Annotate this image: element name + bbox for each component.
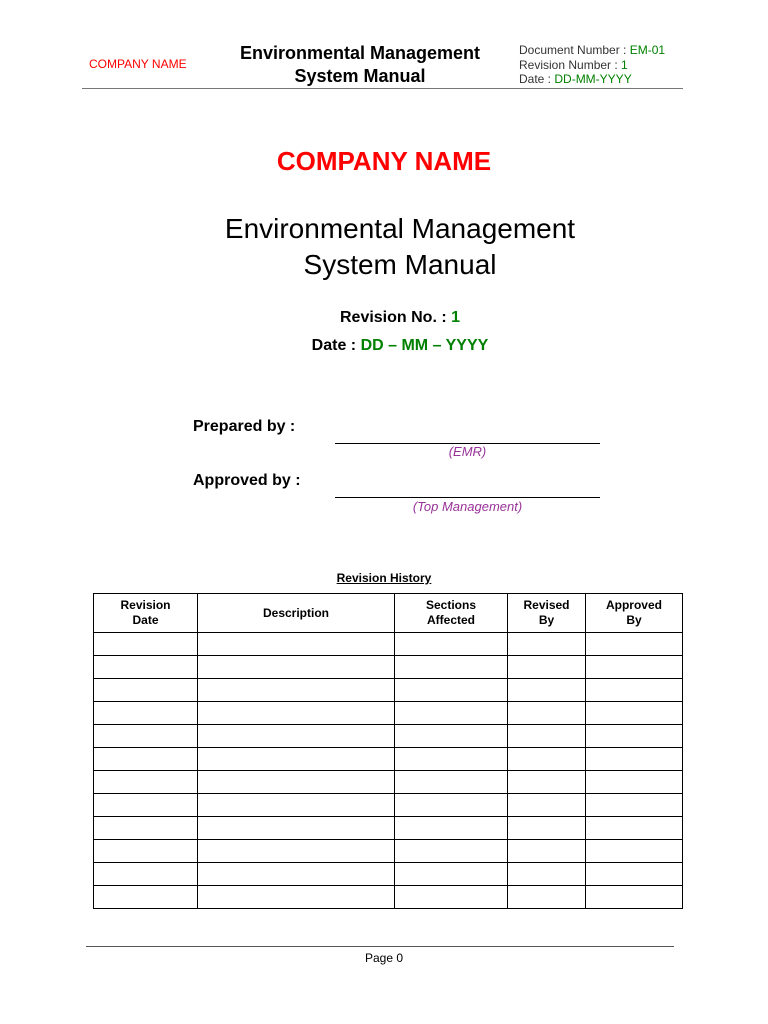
date-label: Date : bbox=[311, 337, 361, 354]
revision-history-body bbox=[94, 633, 683, 909]
table-cell[interactable] bbox=[198, 886, 395, 909]
doc-number-value: EM-01 bbox=[629, 43, 666, 57]
table-cell[interactable] bbox=[198, 725, 395, 748]
header-document-title bbox=[210, 42, 510, 88]
table-cell[interactable] bbox=[508, 886, 586, 909]
table-cell[interactable] bbox=[198, 656, 395, 679]
table-cell[interactable] bbox=[198, 771, 395, 794]
table-cell[interactable] bbox=[395, 656, 508, 679]
table-row bbox=[94, 863, 683, 886]
date-line bbox=[0, 337, 768, 355]
table-row bbox=[94, 656, 683, 679]
table-cell[interactable] bbox=[586, 633, 683, 656]
approved-by-label: Approved by : bbox=[193, 472, 301, 489]
table-cell[interactable] bbox=[94, 656, 198, 679]
column-header-approved-by bbox=[586, 594, 683, 633]
header-title-line-2: System Manual bbox=[294, 66, 426, 86]
table-cell[interactable] bbox=[508, 702, 586, 725]
table-cell[interactable] bbox=[395, 817, 508, 840]
table-cell[interactable] bbox=[94, 817, 198, 840]
column-header-sections-affected bbox=[395, 594, 508, 633]
table-cell[interactable] bbox=[198, 794, 395, 817]
header-date-value: DD-MM-YYYY bbox=[554, 72, 632, 86]
date-value: DD – MM – YYYY bbox=[360, 337, 489, 354]
table-cell[interactable] bbox=[508, 679, 586, 702]
column-header-line: Approved bbox=[605, 598, 662, 612]
table-cell[interactable] bbox=[198, 702, 395, 725]
doc-number-label: Document Number : bbox=[519, 43, 630, 57]
table-row bbox=[94, 702, 683, 725]
header-date-label: Date : bbox=[519, 72, 555, 86]
header-revision-number bbox=[519, 58, 665, 73]
footer-divider bbox=[86, 946, 674, 947]
table-cell[interactable] bbox=[395, 679, 508, 702]
table-cell[interactable] bbox=[586, 886, 683, 909]
table-cell[interactable] bbox=[198, 840, 395, 863]
column-header-line: Description bbox=[262, 605, 329, 620]
page-number: Page 0 bbox=[364, 951, 404, 965]
table-cell[interactable] bbox=[94, 633, 198, 656]
table-cell[interactable] bbox=[94, 840, 198, 863]
table-row bbox=[94, 794, 683, 817]
table-row bbox=[94, 817, 683, 840]
column-header-description bbox=[198, 594, 395, 633]
table-cell[interactable] bbox=[508, 863, 586, 886]
table-row bbox=[94, 748, 683, 771]
table-cell[interactable] bbox=[508, 840, 586, 863]
document-title bbox=[0, 211, 768, 283]
table-cell[interactable] bbox=[198, 633, 395, 656]
table-cell[interactable] bbox=[94, 702, 198, 725]
column-header-line: By bbox=[538, 613, 555, 627]
table-cell[interactable] bbox=[198, 817, 395, 840]
table-cell[interactable] bbox=[586, 748, 683, 771]
table-cell[interactable] bbox=[395, 702, 508, 725]
table-cell[interactable] bbox=[586, 863, 683, 886]
table-cell[interactable] bbox=[94, 886, 198, 909]
table-cell[interactable] bbox=[586, 840, 683, 863]
table-row bbox=[94, 840, 683, 863]
column-header-line: Revised bbox=[523, 598, 570, 612]
table-row bbox=[94, 633, 683, 656]
column-header-line: Affected bbox=[426, 613, 475, 627]
approved-by-role: (Top Management) bbox=[412, 499, 523, 514]
table-cell[interactable] bbox=[94, 771, 198, 794]
table-cell[interactable] bbox=[395, 748, 508, 771]
table-cell[interactable] bbox=[198, 863, 395, 886]
table-cell[interactable] bbox=[586, 794, 683, 817]
table-cell[interactable] bbox=[586, 679, 683, 702]
table-cell[interactable] bbox=[586, 702, 683, 725]
header-company-name: COMPANY NAME bbox=[89, 57, 187, 71]
header-document-meta bbox=[519, 43, 665, 87]
table-cell[interactable] bbox=[94, 748, 198, 771]
table-cell[interactable] bbox=[508, 794, 586, 817]
table-cell[interactable] bbox=[94, 725, 198, 748]
table-cell[interactable] bbox=[508, 633, 586, 656]
column-header-line: Date bbox=[132, 613, 159, 627]
table-cell[interactable] bbox=[508, 817, 586, 840]
table-row bbox=[94, 771, 683, 794]
revision-value: 1 bbox=[451, 309, 461, 326]
table-cell[interactable] bbox=[586, 656, 683, 679]
header-document-number bbox=[519, 43, 665, 58]
table-cell[interactable] bbox=[395, 863, 508, 886]
company-name-title: COMPANY NAME bbox=[276, 146, 492, 176]
table-cell[interactable] bbox=[94, 863, 198, 886]
table-cell[interactable] bbox=[94, 679, 198, 702]
revision-number-value: 1 bbox=[621, 57, 628, 72]
column-header-revised-by bbox=[508, 594, 586, 633]
document-title-line-1: Environmental Management bbox=[224, 213, 576, 244]
table-cell[interactable] bbox=[395, 794, 508, 817]
prepared-by-label: Prepared by : bbox=[193, 418, 296, 435]
table-cell[interactable] bbox=[395, 886, 508, 909]
prepared-by-role: (EMR) bbox=[448, 444, 487, 459]
header-divider bbox=[82, 88, 683, 89]
revision-history-header-row bbox=[94, 594, 683, 633]
header-date bbox=[519, 72, 665, 87]
table-cell[interactable] bbox=[94, 794, 198, 817]
table-cell[interactable] bbox=[395, 725, 508, 748]
table-cell[interactable] bbox=[508, 771, 586, 794]
column-header-line: By bbox=[626, 613, 642, 627]
table-cell[interactable] bbox=[198, 748, 395, 771]
table-row bbox=[94, 679, 683, 702]
column-header-line: Sections bbox=[425, 598, 476, 612]
table-cell[interactable] bbox=[395, 633, 508, 656]
revision-history-caption: Revision History bbox=[336, 571, 432, 585]
header-title-line-1: Environmental Management bbox=[239, 43, 481, 63]
table-row bbox=[94, 725, 683, 748]
column-header-line: Revision bbox=[120, 598, 171, 612]
column-header-revision-date bbox=[94, 594, 198, 633]
table-cell[interactable] bbox=[508, 656, 586, 679]
table-row bbox=[94, 886, 683, 909]
table-cell[interactable] bbox=[508, 748, 586, 771]
revision-number-label: Revision Number : bbox=[519, 57, 622, 72]
document-title-line-2: System Manual bbox=[303, 249, 497, 280]
table-cell[interactable] bbox=[508, 725, 586, 748]
table-cell[interactable] bbox=[395, 840, 508, 863]
revision-history-table bbox=[93, 593, 683, 909]
table-cell[interactable] bbox=[395, 771, 508, 794]
approved-by-signature-line bbox=[335, 497, 600, 498]
table-cell[interactable] bbox=[198, 679, 395, 702]
table-cell[interactable] bbox=[586, 771, 683, 794]
revision-label: Revision No. : bbox=[339, 309, 452, 326]
table-cell[interactable] bbox=[586, 725, 683, 748]
revision-line bbox=[0, 309, 768, 327]
table-cell[interactable] bbox=[586, 817, 683, 840]
